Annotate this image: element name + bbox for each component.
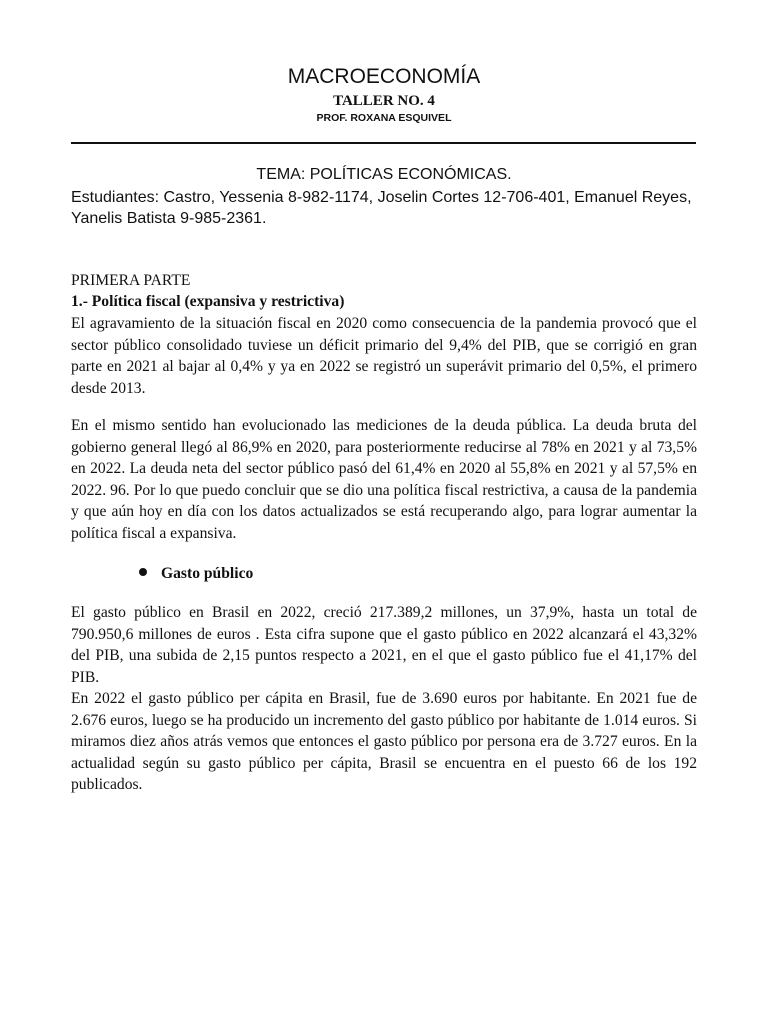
- part-label: PRIMERA PARTE: [71, 272, 191, 289]
- paragraph-public-debt: En el mismo sentido han evolucionado las mediciones de la deuda pública. La deuda bruta del gobierno general llegó al 86,9% en 2020, para posteriormente reducirse al 78% en 2021 y al 73,5% en 2022. La deuda neta del sector público pasó del 61,4% en 2020 al 55,8% en 2021 y al 57,5% en 2022. 96. Por lo que puedo concluir que se dio una política fiscal restrictiva, a causa de la pandemia y que aún hoy en día con los datos actualizados se está recuperando algo, para lograr aumentar la política fiscal a expansiva.: [71, 417, 697, 542]
- bullet-item: [139, 563, 253, 585]
- paragraph-per-capita-spending: En 2022 el gasto público per cápita en Brasil, fue de 3.690 euros por habitante. En 2021 fue de 2.676 euros, luego se ha producido un incremento del gasto público por habitante de 1.014 euros. Si miramos diez años atrás vemos que entonces el gasto público por persona era de 3.727 euros. En la actualidad según su gasto público per cápita, Brasil se encuentra en el puesto 66 de los 192 publicados.: [71, 690, 697, 793]
- professor-name: PROF. ROXANA ESQUIVEL: [316, 112, 452, 124]
- students-line: Estudiantes: Castro, Yessenia 8-982-1174, Joselin Cortes 12-706-401, Emanuel Reyes, Yanelis Batista 9-985-2361.: [71, 189, 692, 227]
- header-divider: [71, 142, 696, 144]
- paragraph-fiscal-situation: El agravamiento de la situación fiscal en 2020 como consecuencia de la pandemia provocó que el sector público consolidado tuviese un déficit primario del 9,4% del PIB, que se corrigió en gran parte en 2021 al bajar al 0,4% y ya en 2022 se registró un superávit primario del 0,5%, el primero desde 2013.: [71, 315, 697, 397]
- bullet-dot-icon: [139, 568, 147, 576]
- bullet-heading: Gasto público: [161, 565, 254, 582]
- topic-line: TEMA: POLÍTICAS ECONÓMICAS.: [256, 166, 512, 183]
- document-subtitle: TALLER NO. 4: [333, 93, 435, 109]
- section-heading: 1.- Política fiscal (expansiva y restrictiva): [71, 293, 345, 310]
- document-title: MACROECONOMÍA: [287, 65, 481, 88]
- paragraph-public-spending: El gasto público en Brasil en 2022, creció 217.389,2 millones, un 37,9%, hasta un total de 790.950,6 millones de euros . Esta cifra supone que el gasto público en 2022 alcanzará el 43,32% del PIB, una subida de 2,15 puntos respecto a 2021, en el que el gasto público fue el 41,17% del PIB.: [71, 604, 697, 686]
